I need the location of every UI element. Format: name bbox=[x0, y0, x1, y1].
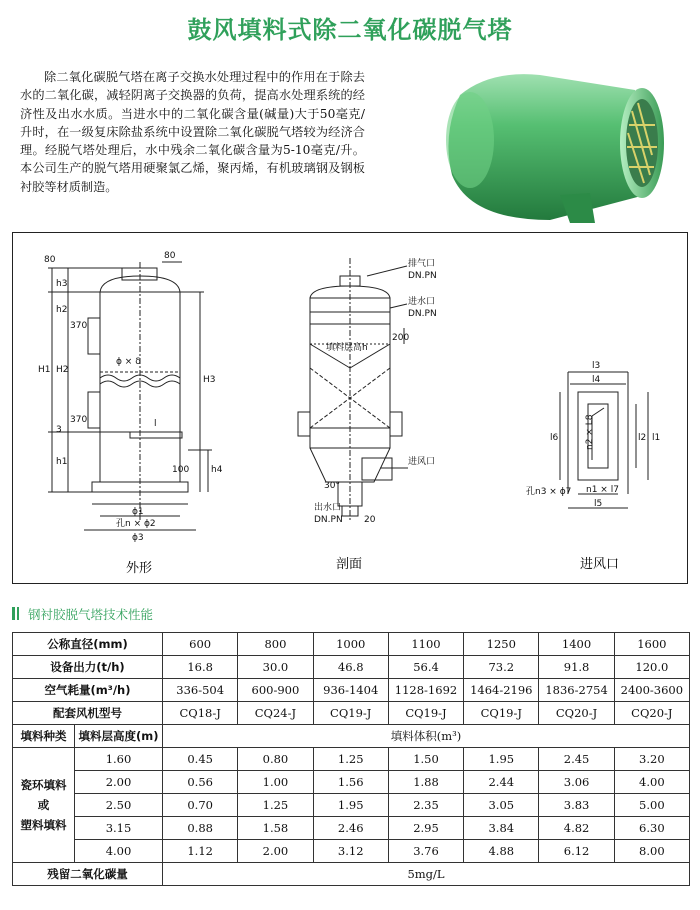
table-cell: 2400-3600 bbox=[614, 679, 689, 702]
page-title: 鼓风填料式除二氧化碳脱气塔 bbox=[187, 16, 513, 44]
inlet-l2: l2 bbox=[638, 433, 647, 443]
table-cell: CQ24-J bbox=[238, 702, 313, 725]
label-water-in: 进水口 bbox=[408, 297, 436, 307]
caption-inlet: 进风口 bbox=[580, 557, 620, 572]
table-cell: 56.4 bbox=[388, 656, 463, 679]
spec-section-title: 钢衬胶脱气塔技术性能 bbox=[28, 607, 154, 622]
dim-l: l bbox=[154, 419, 157, 429]
inlet-l5: l5 bbox=[594, 499, 603, 509]
table-cell: CQ20-J bbox=[539, 702, 614, 725]
label-packing: 填料层高h bbox=[326, 343, 368, 353]
table-cell: 936-1404 bbox=[313, 679, 388, 702]
table-cell: 3.76 bbox=[388, 840, 463, 863]
table-row bbox=[13, 771, 690, 794]
label-20: 20 bbox=[364, 515, 376, 525]
dim-3: 3 bbox=[56, 425, 62, 435]
intro-paragraph: 除二氧化碳脱气塔在离子交换水处理过程中的作用在于除去水的二氧化碳，减轻阴离子交换器的负荷，提高水处理系统的经济性及出水水质。当进水中的二氧化碳含量(碱量)大于50毫克/升时，在一级复床除盐系统中设置除二氧化碳脱气塔较为经济合理。经脱气塔处理后，水中残余二氧化碳含量为5-10毫克/升。本公司生产的脱气塔用硬聚氯乙烯，聚丙烯，有机玻璃钢及钢板衬胶等材质制造。 bbox=[20, 70, 365, 194]
table-cell: 1.12 bbox=[163, 840, 238, 863]
dim-phi1: ϕ1 bbox=[132, 507, 144, 517]
table-row bbox=[13, 702, 690, 725]
table-cell: CQ18-J bbox=[163, 702, 238, 725]
table-cell: 1.25 bbox=[313, 748, 388, 771]
inlet-l1: l1 bbox=[652, 433, 661, 443]
dim-phi-delta: ϕ × δ bbox=[116, 357, 141, 367]
table-cell: 1464-2196 bbox=[464, 679, 539, 702]
table-cell: 1600 bbox=[614, 633, 689, 656]
table-cell: 2.35 bbox=[388, 794, 463, 817]
table-cell: 4.88 bbox=[464, 840, 539, 863]
table-row bbox=[13, 656, 690, 679]
dim-370a: 370 bbox=[70, 321, 88, 331]
table-cell: 6.30 bbox=[614, 817, 689, 840]
table-cell: 0.88 bbox=[163, 817, 238, 840]
row-label: 公称直径(mm) bbox=[13, 633, 163, 656]
technical-drawings bbox=[12, 232, 688, 584]
table-cell: 3.83 bbox=[539, 794, 614, 817]
outline-drawing bbox=[48, 262, 212, 530]
table-cell: CQ20-J bbox=[614, 702, 689, 725]
dim-80b: 80 bbox=[164, 251, 176, 261]
fill-type-line: 或 bbox=[37, 798, 50, 812]
table-cell: 1100 bbox=[388, 633, 463, 656]
fill-height-cell: 3.15 bbox=[75, 817, 163, 840]
table-cell: 1.25 bbox=[238, 794, 313, 817]
dim-370b: 370 bbox=[70, 415, 88, 425]
spec-table bbox=[12, 632, 690, 886]
table-cell: 1000 bbox=[313, 633, 388, 656]
inlet-l4: l4 bbox=[592, 375, 601, 385]
header-fill-height: 填料层高度(m) bbox=[75, 725, 163, 748]
dim-h2: h2 bbox=[56, 305, 68, 315]
table-cell: 2.45 bbox=[539, 748, 614, 771]
residual-row bbox=[13, 863, 690, 886]
table-cell: 1.00 bbox=[238, 771, 313, 794]
table-cell: 1.95 bbox=[313, 794, 388, 817]
fill-header-row bbox=[13, 725, 690, 748]
table-cell: CQ19-J bbox=[464, 702, 539, 725]
table-cell: 0.80 bbox=[238, 748, 313, 771]
table-cell: 3.12 bbox=[313, 840, 388, 863]
fill-height-cell: 4.00 bbox=[75, 840, 163, 863]
caption-section: 剖面 bbox=[336, 557, 363, 572]
table-row bbox=[13, 794, 690, 817]
table-cell: 1.88 bbox=[388, 771, 463, 794]
table-cell: 3.20 bbox=[614, 748, 689, 771]
accent-bar bbox=[12, 607, 15, 620]
table-row bbox=[13, 817, 690, 840]
dim-H3: H3 bbox=[203, 375, 216, 385]
header-fill-volume: 填料体积(m³) bbox=[163, 725, 690, 748]
label-water-out: 出水口 bbox=[314, 503, 342, 513]
table-cell: 600-900 bbox=[238, 679, 313, 702]
table-cell: CQ19-J bbox=[313, 702, 388, 725]
section-drawing bbox=[298, 258, 408, 522]
table-cell: 0.70 bbox=[163, 794, 238, 817]
inlet-l6: l6 bbox=[550, 433, 559, 443]
table-cell: 5.00 bbox=[614, 794, 689, 817]
label-200: 200 bbox=[392, 333, 410, 343]
caption-outline: 外形 bbox=[126, 561, 153, 576]
dim-80a: 80 bbox=[44, 255, 56, 265]
table-cell: 4.82 bbox=[539, 817, 614, 840]
dim-h1: h1 bbox=[56, 457, 68, 467]
dim-h3: h3 bbox=[56, 279, 68, 289]
table-cell: CQ19-J bbox=[388, 702, 463, 725]
inlet-holes: 孔n3 × ϕ7 bbox=[526, 487, 572, 497]
table-cell: 2.46 bbox=[313, 817, 388, 840]
table-cell: 600 bbox=[163, 633, 238, 656]
residual-value: 5mg/L bbox=[163, 863, 690, 886]
table-cell: 3.05 bbox=[464, 794, 539, 817]
table-row bbox=[13, 748, 690, 771]
table-cell: 3.06 bbox=[539, 771, 614, 794]
accent-bar-thin bbox=[17, 607, 19, 620]
fill-type-line: 瓷环填料 bbox=[20, 778, 67, 792]
fill-type-cell bbox=[13, 748, 75, 863]
table-cell: 1128-1692 bbox=[388, 679, 463, 702]
product-photo bbox=[430, 55, 670, 230]
inlet-n2: n2 × L8 bbox=[585, 414, 595, 450]
fill-height-cell: 2.00 bbox=[75, 771, 163, 794]
label-air-in: 进风口 bbox=[408, 457, 436, 467]
fill-type-line: 塑料填料 bbox=[20, 818, 67, 832]
table-cell: 46.8 bbox=[313, 656, 388, 679]
dim-100: 100 bbox=[172, 465, 190, 475]
dim-h4: h4 bbox=[211, 465, 223, 475]
table-cell: 1.95 bbox=[464, 748, 539, 771]
table-cell: 73.2 bbox=[464, 656, 539, 679]
table-cell: 16.8 bbox=[163, 656, 238, 679]
dim-H2: H2 bbox=[56, 365, 69, 375]
table-cell: 336-504 bbox=[163, 679, 238, 702]
table-cell: 1400 bbox=[539, 633, 614, 656]
inlet-n1: n1 × l7 bbox=[586, 485, 619, 495]
dim-holes: 孔n × ϕ2 bbox=[116, 519, 156, 529]
table-cell: 1250 bbox=[464, 633, 539, 656]
row-label: 设备出力(t/h) bbox=[13, 656, 163, 679]
table-cell: 4.00 bbox=[614, 771, 689, 794]
table-cell: 6.12 bbox=[539, 840, 614, 863]
table-cell: 0.56 bbox=[163, 771, 238, 794]
header-fill-type: 填料种类 bbox=[13, 725, 75, 748]
table-row bbox=[13, 679, 690, 702]
table-cell: 2.95 bbox=[388, 817, 463, 840]
fill-height-cell: 1.60 bbox=[75, 748, 163, 771]
table-cell: 1836-2754 bbox=[539, 679, 614, 702]
table-cell: 1.56 bbox=[313, 771, 388, 794]
label-exhaust-dn: DN.PN bbox=[408, 271, 437, 281]
table-cell: 1.50 bbox=[388, 748, 463, 771]
dim-H1: H1 bbox=[38, 365, 51, 375]
table-row bbox=[13, 840, 690, 863]
table-cell: 1.58 bbox=[238, 817, 313, 840]
table-cell: 91.8 bbox=[539, 656, 614, 679]
table-cell: 800 bbox=[238, 633, 313, 656]
residual-label: 残留二氧化碳量 bbox=[13, 863, 163, 886]
table-cell: 0.45 bbox=[163, 748, 238, 771]
row-label: 空气耗量(m³/h) bbox=[13, 679, 163, 702]
table-cell: 8.00 bbox=[614, 840, 689, 863]
inlet-l3: l3 bbox=[592, 361, 601, 371]
dim-phi3: ϕ3 bbox=[132, 533, 144, 543]
spec-section-header bbox=[12, 604, 688, 622]
table-cell: 3.84 bbox=[464, 817, 539, 840]
table-row bbox=[13, 633, 690, 656]
table-cell: 30.0 bbox=[238, 656, 313, 679]
row-label: 配套风机型号 bbox=[13, 702, 163, 725]
label-water-in-dn: DN.PN bbox=[408, 309, 437, 319]
fill-height-cell: 2.50 bbox=[75, 794, 163, 817]
table-cell: 2.44 bbox=[464, 771, 539, 794]
table-cell: 120.0 bbox=[614, 656, 689, 679]
label-water-out-dn: DN.PN bbox=[314, 515, 343, 525]
table-cell: 2.00 bbox=[238, 840, 313, 863]
label-angle: 30° bbox=[324, 481, 340, 491]
label-exhaust: 排气口 bbox=[408, 259, 436, 269]
